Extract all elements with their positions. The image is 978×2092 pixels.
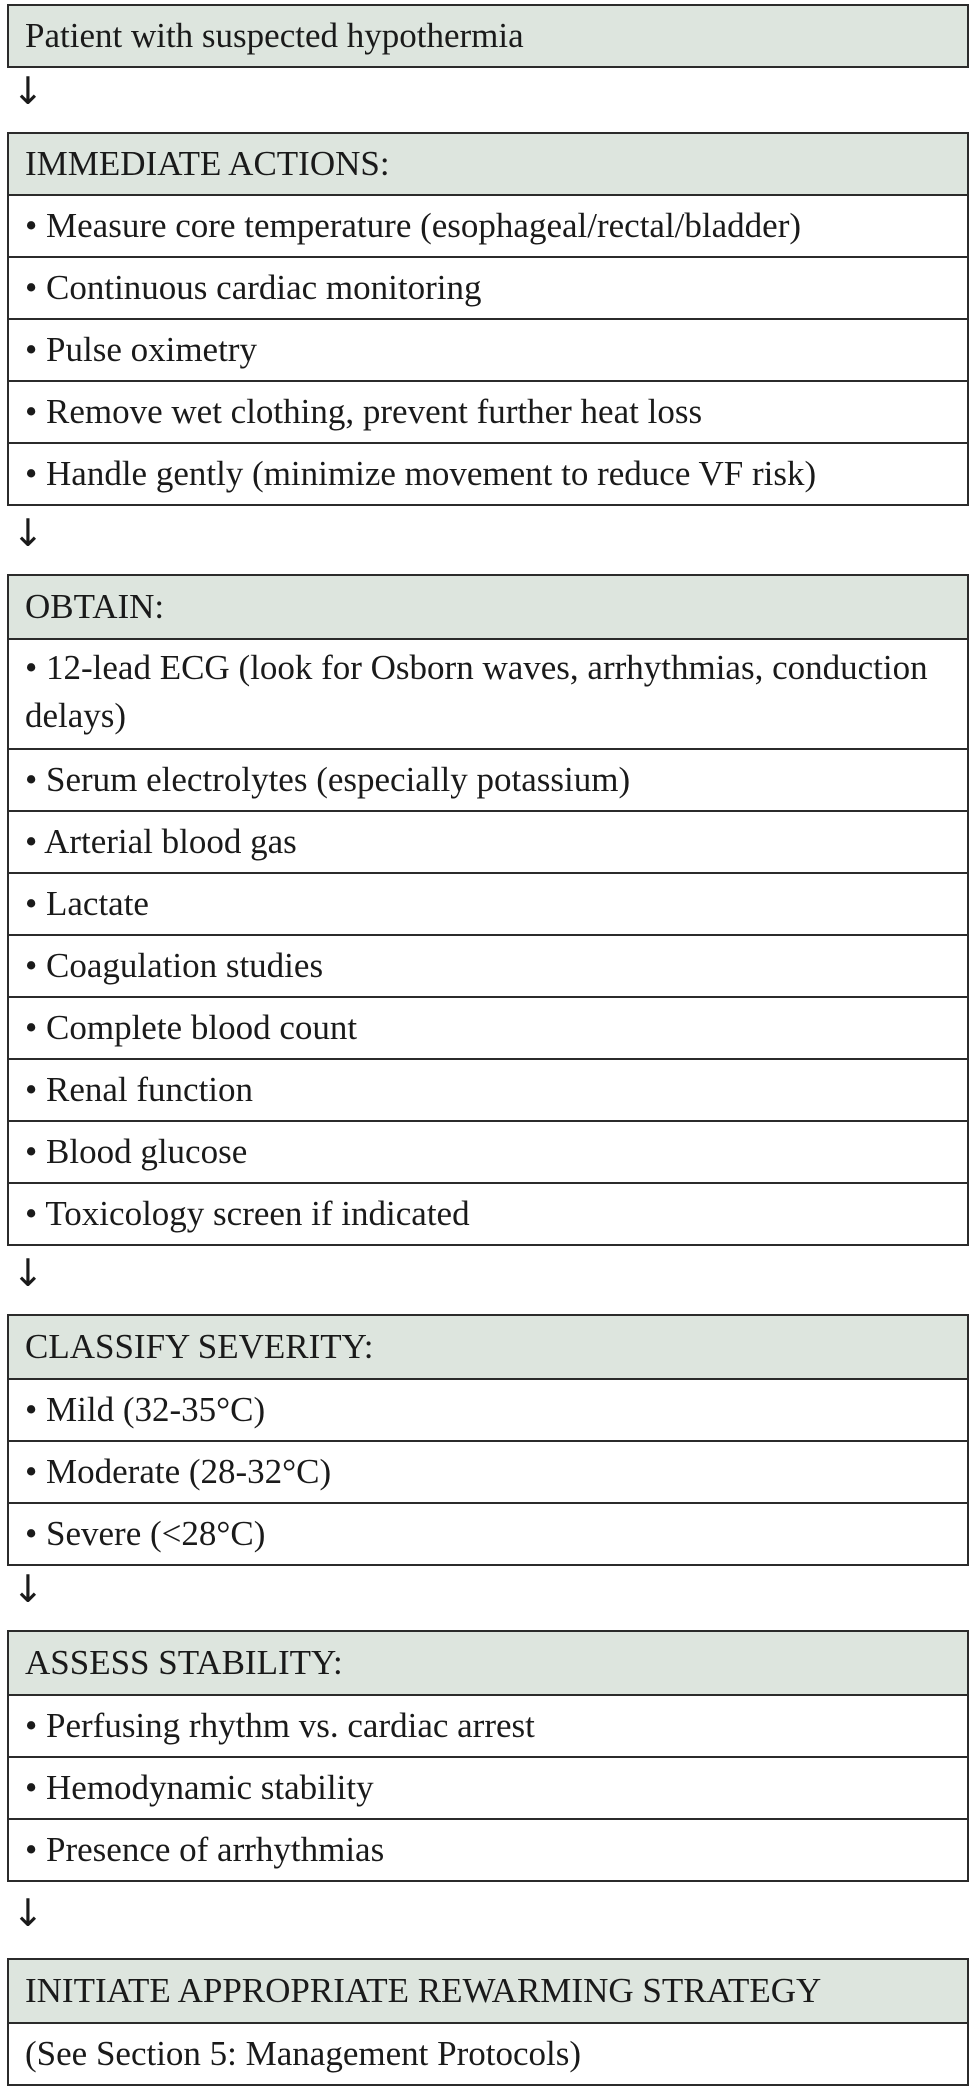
down-arrow-icon: ↓: [12, 1567, 44, 1611]
list-item: • Lactate: [9, 872, 967, 934]
list-item: • Coagulation studies: [9, 934, 967, 996]
rewarming-strategy-box: [7, 1958, 969, 2086]
list-item: • Pulse oximetry: [9, 318, 967, 380]
list-item: • Renal function: [9, 1058, 967, 1120]
start-label: Patient with suspected hypothermia: [9, 6, 967, 66]
list-item: • Arterial blood gas: [9, 810, 967, 872]
list-item: • Perfusing rhythm vs. cardiac arrest: [9, 1694, 967, 1756]
classify-severity-box: [7, 1314, 969, 1566]
down-arrow-icon: ↓: [12, 1891, 44, 1935]
section-title: ASSESS STABILITY:: [9, 1632, 967, 1694]
down-arrow-icon: ↓: [12, 69, 44, 113]
list-item: • Handle gently (minimize movement to reduce VF risk): [9, 442, 967, 504]
list-item: • Moderate (28-32°C): [9, 1440, 967, 1502]
list-item: • Presence of arrhythmias: [9, 1818, 967, 1880]
section-title: IMMEDIATE ACTIONS:: [9, 134, 967, 194]
list-item: • Complete blood count: [9, 996, 967, 1058]
down-arrow-icon: ↓: [12, 1251, 44, 1295]
list-item: • Blood glucose: [9, 1120, 967, 1182]
list-item: • Remove wet clothing, prevent further heat loss: [9, 380, 967, 442]
list-item: • Measure core temperature (esophageal/rectal/bladder): [9, 194, 967, 256]
section-title: CLASSIFY SEVERITY:: [9, 1316, 967, 1378]
down-arrow-icon: ↓: [12, 511, 44, 555]
start-box: [7, 4, 969, 68]
list-item: • Severe (<28°C): [9, 1502, 967, 1564]
list-item: • Serum electrolytes (especially potassium): [9, 748, 967, 810]
section-title: INITIATE APPROPRIATE REWARMING STRATEGY: [9, 1960, 967, 2022]
immediate-actions-box: [7, 132, 969, 506]
list-item: • Continuous cardiac monitoring: [9, 256, 967, 318]
assess-stability-box: [7, 1630, 969, 1882]
section-title: OBTAIN:: [9, 576, 967, 638]
list-item: • Hemodynamic stability: [9, 1756, 967, 1818]
list-item: • Mild (32-35°C): [9, 1378, 967, 1440]
list-item: • 12-lead ECG (look for Osborn waves, arrhythmias, conduction delays): [9, 638, 967, 748]
obtain-box: [7, 574, 969, 1246]
list-item: • Toxicology screen if indicated: [9, 1182, 967, 1244]
section-reference: (See Section 5: Management Protocols): [9, 2022, 967, 2084]
